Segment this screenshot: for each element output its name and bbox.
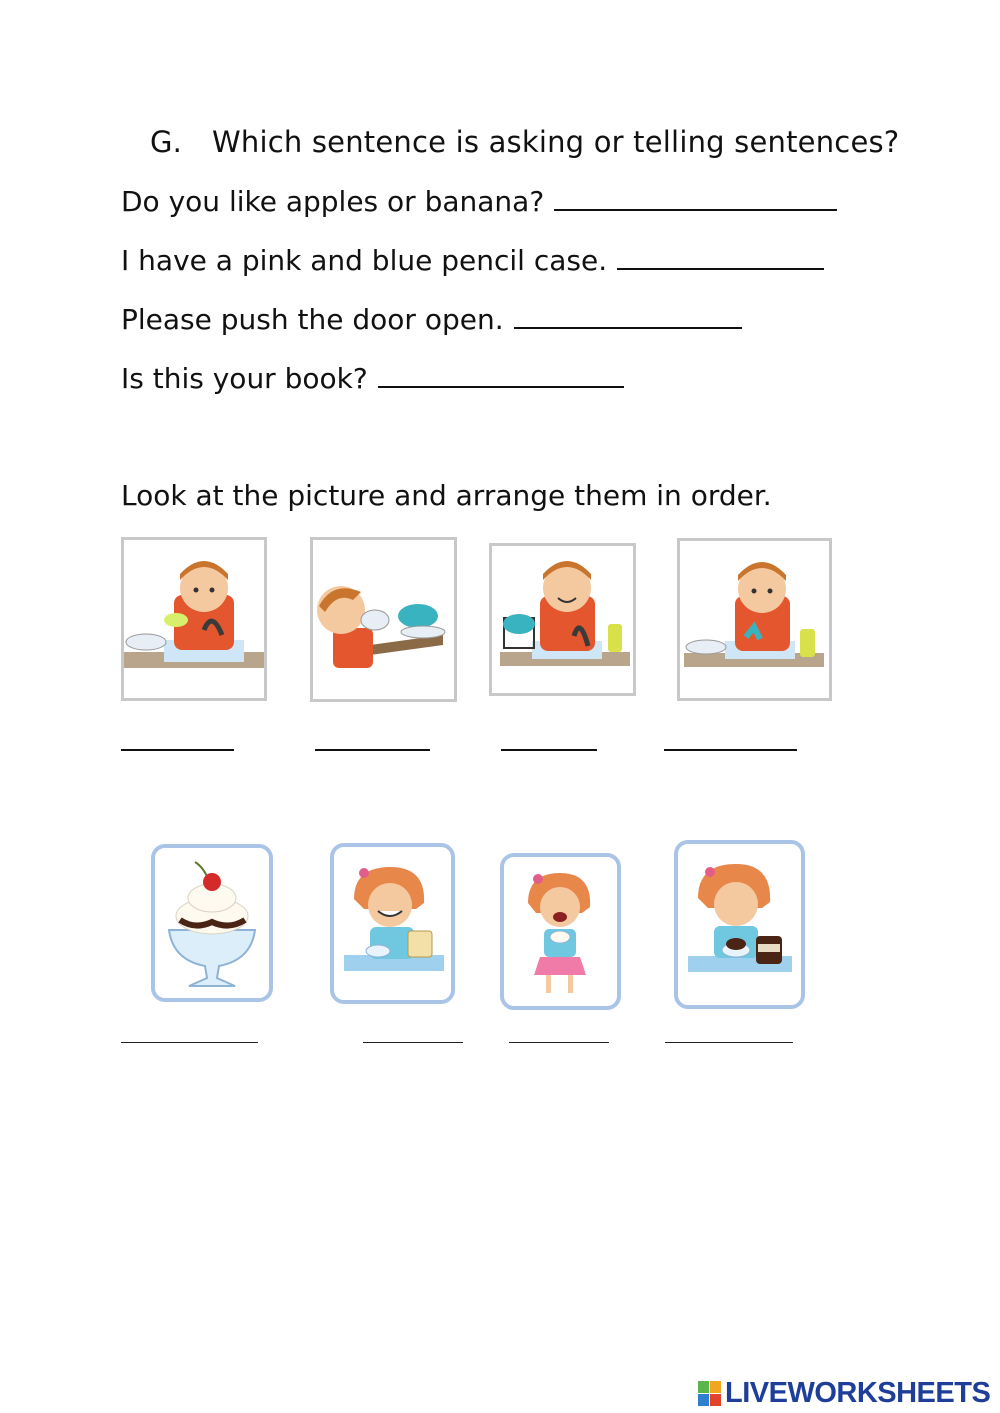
sentence-text: Do you like apples or banana? bbox=[121, 185, 545, 218]
sundae-picture-2 bbox=[330, 843, 455, 1004]
boy-washing-dishes-illustration bbox=[680, 541, 829, 698]
boy-scrubbing-bowl-illustration bbox=[124, 540, 264, 698]
order-blank-sundae-3[interactable] bbox=[509, 1042, 609, 1043]
boy-stacking-plates-illustration bbox=[313, 540, 454, 699]
arrange-instruction: Look at the picture and arrange them in order. bbox=[121, 479, 772, 512]
sentence-row bbox=[121, 244, 824, 277]
sentence-text: I have a pink and blue pencil case. bbox=[121, 244, 608, 277]
dishwashing-picture-1 bbox=[121, 537, 267, 701]
answer-blank-3[interactable] bbox=[514, 305, 742, 329]
sentence-row bbox=[121, 303, 742, 336]
dishwashing-picture-4 bbox=[677, 538, 832, 701]
girl-adding-fudge-illustration bbox=[678, 844, 801, 1005]
sentence-text: Is this your book? bbox=[121, 362, 368, 395]
liveworksheets-logo bbox=[698, 1377, 990, 1410]
sundae-picture-3 bbox=[500, 853, 621, 1010]
sundae-picture-1 bbox=[151, 844, 273, 1002]
sentence-row bbox=[121, 362, 624, 395]
girl-eating-sundae-illustration bbox=[504, 857, 617, 1006]
sentence-row bbox=[121, 185, 837, 218]
order-blank-dish-4[interactable] bbox=[664, 749, 797, 751]
section-letter: G. bbox=[150, 125, 183, 159]
sentence-text: Please push the door open. bbox=[121, 303, 504, 336]
liveworksheets-logo-icon bbox=[698, 1381, 722, 1407]
question-text: Which sentence is asking or telling sentences? bbox=[212, 125, 900, 159]
brand-name: LIVEWORKSHEETS bbox=[725, 1377, 991, 1409]
ice-cream-sundae-illustration bbox=[155, 848, 269, 998]
dishwashing-picture-3 bbox=[489, 543, 636, 696]
boy-drying-dishes-illustration bbox=[492, 546, 633, 693]
answer-blank-2[interactable] bbox=[617, 246, 824, 270]
dishwashing-picture-2 bbox=[310, 537, 457, 702]
order-blank-sundae-1[interactable] bbox=[121, 1042, 258, 1043]
order-blank-dish-1[interactable] bbox=[121, 749, 234, 751]
order-blank-dish-3[interactable] bbox=[501, 749, 597, 751]
answer-blank-1[interactable] bbox=[554, 187, 837, 211]
order-blank-sundae-2[interactable] bbox=[363, 1042, 463, 1043]
girl-scooping-ice-cream-illustration bbox=[334, 847, 451, 1000]
section-g-question bbox=[150, 125, 899, 159]
order-blank-sundae-4[interactable] bbox=[665, 1042, 793, 1043]
sundae-picture-4 bbox=[674, 840, 805, 1009]
order-blank-dish-2[interactable] bbox=[315, 749, 430, 751]
answer-blank-4[interactable] bbox=[378, 364, 624, 388]
